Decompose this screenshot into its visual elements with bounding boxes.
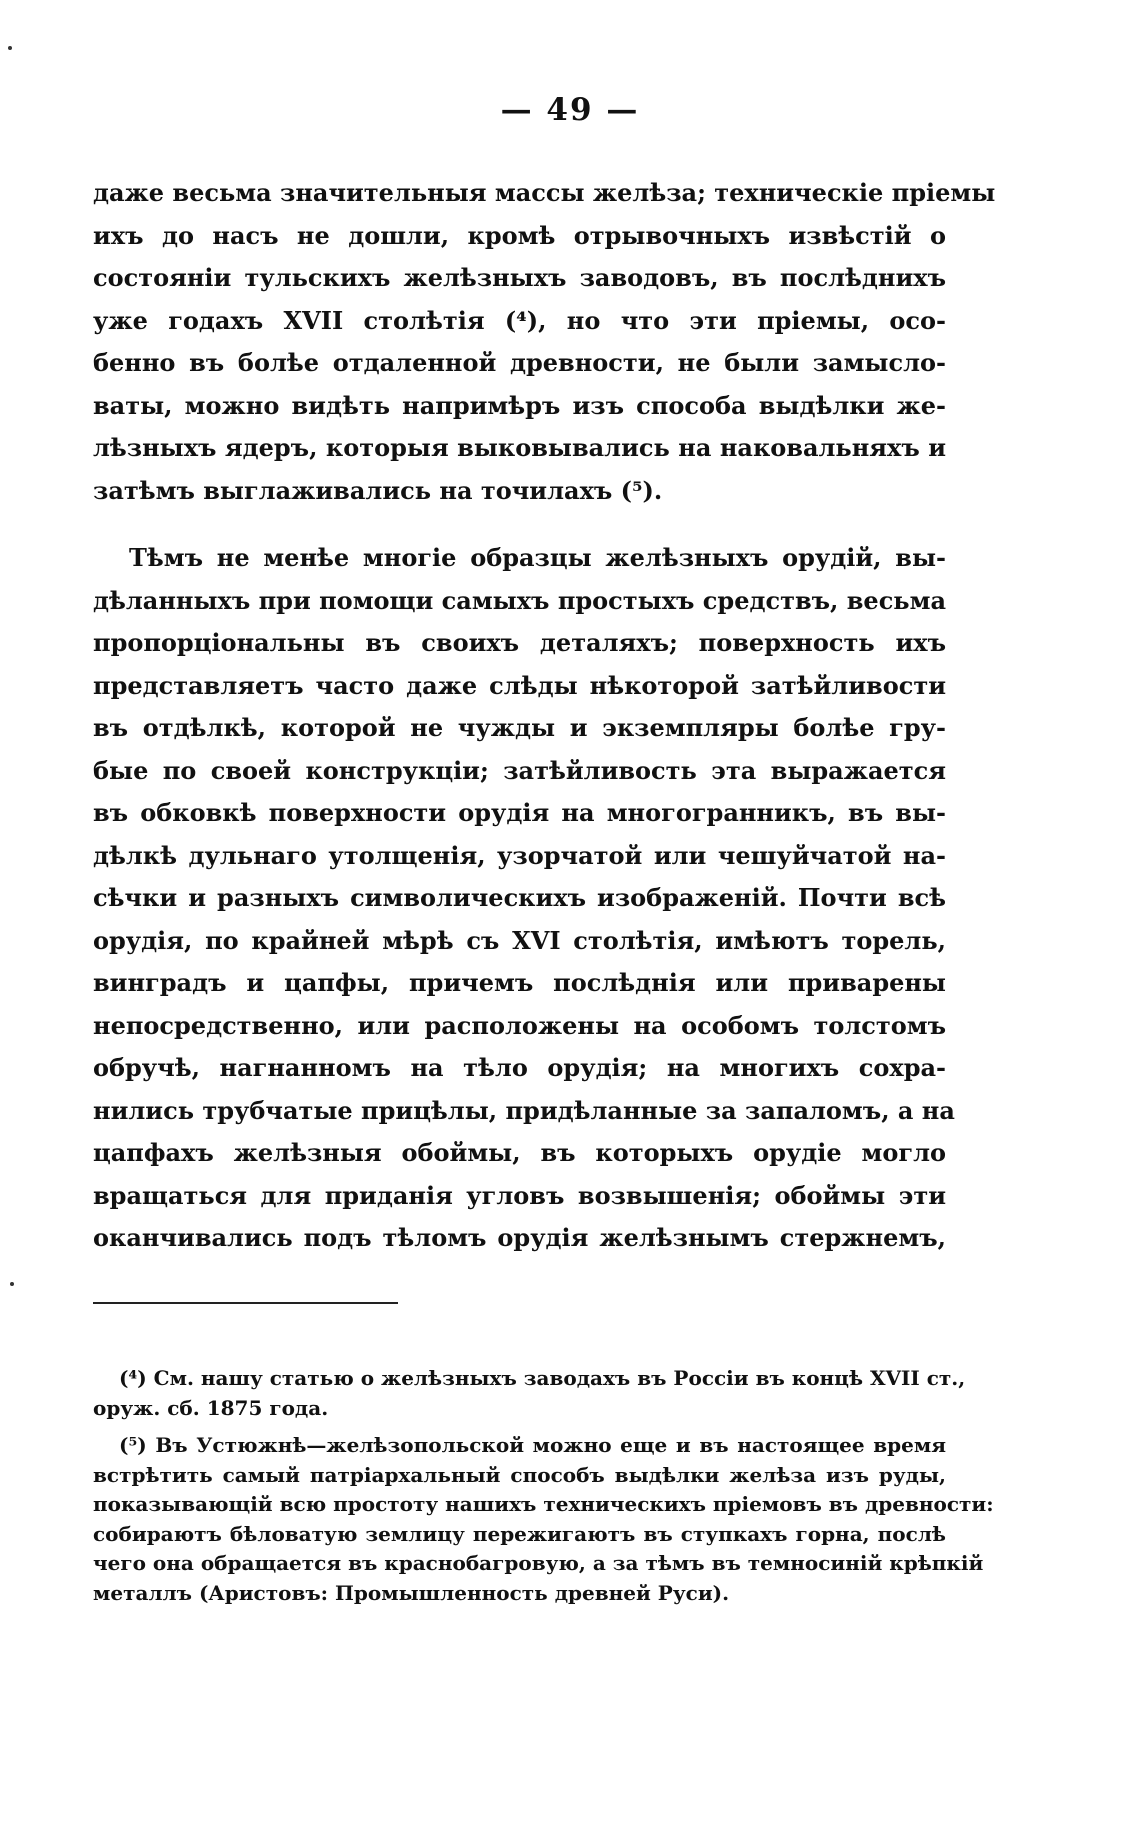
text-line: представляетъ часто даже слѣды нѣкоторой затѣйливости — [93, 670, 946, 700]
text-line: цапфахъ желѣзныя обоймы, въ которыхъ орудіе могло — [93, 1138, 946, 1167]
footnote-gap — [93, 1423, 946, 1431]
text-line: бые по своей конструкціи; затѣйливость эта выражается — [93, 755, 946, 785]
text-line: уже годахъ XVII столѣтія (⁴), но что эти пріемы, осо- — [93, 305, 946, 335]
text-line: даже весьма значительныя массы желѣза; техническіе пріемы — [93, 178, 996, 207]
footnote-line: чего она обращается въ краснобагровую, а за тѣмъ въ темносиній крѣпкій — [93, 1551, 984, 1575]
text-line: затѣмъ выглаживались на точилахъ (⁵). — [93, 475, 663, 505]
footnote-line: показывающій всю простоту нашихъ техническихъ пріемовъ въ древности: — [93, 1492, 994, 1516]
text-line: ихъ до насъ не дошли, кромѣ отрывочныхъ извѣстій о — [93, 220, 946, 250]
text-line: сѣчки и разныхъ символическихъ изображеній. Почти всѣ — [93, 883, 946, 912]
footnotes — [93, 1364, 994, 1608]
text-line: вращаться для приданія угловъ возвышенія; обоймы эти — [93, 1180, 946, 1210]
text-line: состояніи тульскихъ желѣзныхъ заводовъ, въ послѣднихъ — [93, 263, 946, 292]
footnote-separator — [93, 1302, 398, 1304]
footnote-line: собираютъ бѣловатую землицу пережигаютъ въ ступкахъ горна, послѣ — [93, 1521, 946, 1546]
text-line: пропорціональны въ своихъ деталяхъ; поверхность ихъ — [93, 628, 946, 657]
page-number: — 49 — — [500, 92, 640, 128]
footnote-line: встрѣтить самый патріархальный способъ выдѣлки желѣза изъ руды, — [93, 1462, 946, 1487]
text-line: лѣзныхъ ядеръ, которыя выковывались на наковальняхъ и — [93, 433, 946, 462]
stray-mark-top-left — [8, 46, 12, 50]
footnote-line: металлъ (Аристовъ: Промышленность древней Руси). — [93, 1580, 730, 1605]
text-line: винградъ и цапфы, причемъ послѣднія или приварены — [93, 968, 946, 997]
footnote-line: (⁵) Въ Устюжнѣ—желѣзопольской можно еще и въ настоящее время — [119, 1433, 946, 1457]
text-line: въ обковкѣ поверхности орудія на многогранникъ, въ вы- — [93, 798, 946, 827]
footnote-line: оруж. сб. 1875 года. — [93, 1395, 329, 1420]
stray-mark-left-margin — [10, 1282, 14, 1286]
text-line: ваты, можно видѣть напримѣръ изъ способа выдѣлки же- — [93, 390, 946, 420]
footnote-5 — [93, 1431, 994, 1608]
paragraph — [93, 537, 955, 1260]
text-line: въ отдѣлкѣ, которой не чужды и экземпляры болѣе гру- — [93, 713, 946, 742]
text-line: Тѣмъ не менѣе многіе образцы желѣзныхъ орудій, вы- — [129, 543, 946, 572]
text-line: бенно въ болѣе отдаленной древности, не были замысло- — [93, 348, 946, 377]
text-line: нились трубчатые прицѣлы, придѣланные за запаломъ, а на — [93, 1095, 955, 1125]
text-line: оканчивались подъ тѣломъ орудія желѣзнымъ стержнемъ, — [93, 1223, 946, 1252]
text-line: обручѣ, нагнанномъ на тѣло орудія; на многихъ сохра- — [93, 1053, 946, 1082]
text-line: дѣлкѣ дульнаго утолщенія, узорчатой или чешуйчатой на- — [93, 840, 946, 870]
footnote-4 — [93, 1364, 966, 1423]
body-text — [93, 172, 996, 1260]
paragraph — [93, 172, 996, 512]
paragraph-gap — [93, 512, 946, 537]
text-line: дѣланныхъ при помощи самыхъ простыхъ средствъ, весьма — [93, 585, 946, 615]
text-line: непосредственно, или расположены на особомъ толстомъ — [93, 1010, 946, 1040]
text-line: орудія, по крайней мѣрѣ съ XVI столѣтія, имѣютъ торель, — [93, 925, 946, 955]
footnote-line: (⁴) См. нашу статью о желѣзныхъ заводахъ въ Россіи въ концѣ XVII ст., — [119, 1366, 966, 1390]
